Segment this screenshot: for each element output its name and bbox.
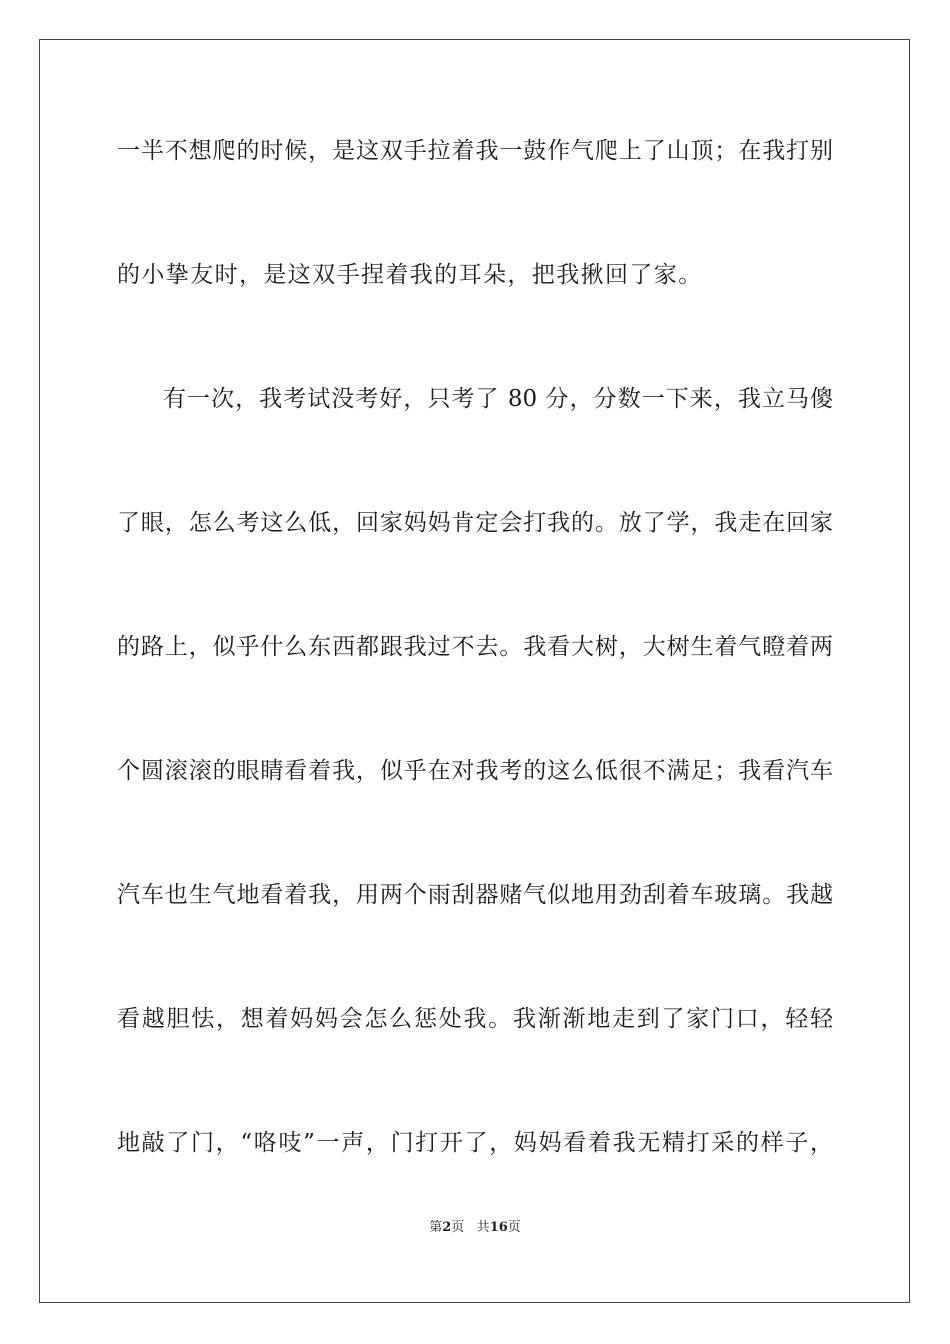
text-line-6: 个圆滚滚的眼睛看着我，似乎在对我考的这么低很不满足；我看汽车 — [117, 758, 833, 784]
page-footer — [0, 1219, 950, 1237]
text-line-2: 的小挚友时，是这双手捏着我的耳朵，把我揪回了家。 — [117, 262, 703, 288]
footer-total-prefix: 共 — [476, 1220, 490, 1235]
page-border — [39, 39, 910, 1303]
footer-page-prefix: 第 — [429, 1220, 443, 1235]
footer-page-suffix: 页 — [451, 1220, 465, 1235]
footer-page-number: 2 — [442, 1220, 452, 1235]
text-line-5: 的路上，似乎什么东西都跟我过不去。我看大树，大树生着气瞪着两 — [117, 634, 833, 660]
text-line-8: 看越胆怯，想着妈妈会怎么惩处我。我渐渐地走到了家门口，轻轻 — [117, 1006, 833, 1032]
footer-total-suffix: 页 — [507, 1220, 521, 1235]
text-line-4: 了眼，怎么考这么低，回家妈妈肯定会打我的。放了学，我走在回家 — [117, 510, 833, 536]
text-line-9: 地敲了门，“咯吱”一声，门打开了，妈妈看着我无精打采的样子， — [117, 1130, 833, 1156]
footer-total-pages: 16 — [489, 1220, 508, 1235]
text-line-3: 有一次，我考试没考好，只考了 80 分，分数一下来，我立马傻 — [163, 386, 833, 412]
text-line-7: 汽车也生气地看着我，用两个雨刮器赌气似地用劲刮着车玻璃。我越 — [117, 882, 833, 908]
text-line-1: 一半不想爬的时候，是这双手拉着我一鼓作气爬上了山顶；在我打别 — [117, 138, 833, 164]
